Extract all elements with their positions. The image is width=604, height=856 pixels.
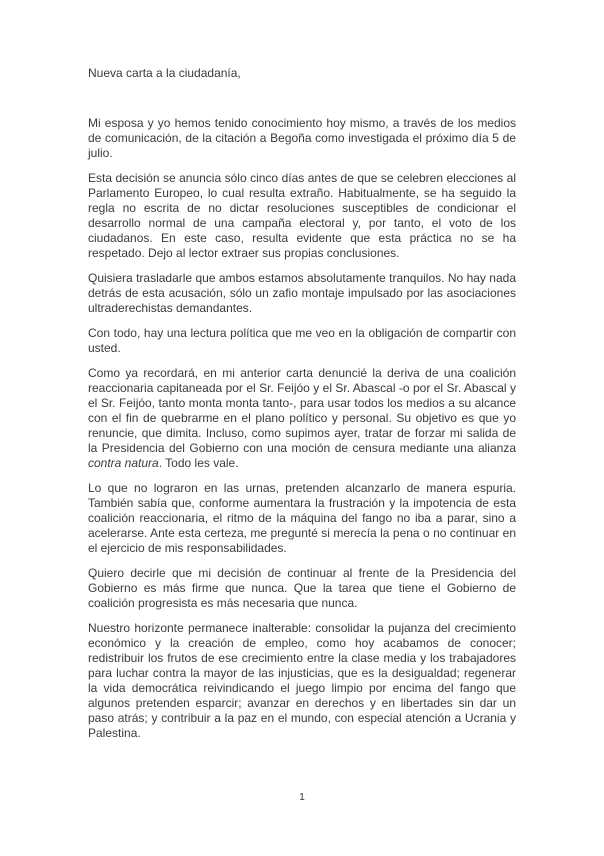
letter-paragraph-1: Mi esposa y yo hemos tenido conocimiento hoy mismo, a través de los medios de comunicación, de la citación a Begoña como investigada el próximo día 5 de julio. xyxy=(88,116,516,160)
paragraph-text-after-italic: . Todo les vale. xyxy=(158,456,239,470)
letter-paragraph-2: Esta decisión se anuncia sólo cinco días antes de que se celebren elecciones al Parlamento Europeo, lo cual resulta extraño. Habitualmente, se ha seguido la regla no escrita de no dictar resoluciones susceptibles de condicionar el desarrollo normal de una campaña electoral y, por tanto, el voto de los ciudadanos. En este caso, resulta evidente que esta práctica no se ha respetado. Dejo al lector extraer sus propias conclusiones. xyxy=(88,171,516,260)
page-number: 1 xyxy=(299,792,305,803)
paragraph-text-before-italic: Como ya recordará, en mi anterior carta denuncié la deriva de una coalición reaccionaria capitaneada por el Sr. Feijóo y el Sr. Abascal -o por el Sr. Abascal y el Sr. Feijóo, tanto monta monta tanto-, para usar todos los medios a su alcance con el fin de quebrarme en el plano político y personal. Su objetivo es que yo renuncie, que dimita. Incluso, como supimos ayer, tratar de forzar mi salida de la Presidencia del Gobierno con una moción de censura mediante una alianza xyxy=(88,366,516,455)
letter-paragraph-5 xyxy=(88,366,516,471)
letter-paragraph-6: Lo que no lograron en las urnas, pretenden alcanzarlo de manera espuria. También sabía que, conforme aumentara la frustración y la impotencia de esta coalición reaccionaria, el ritmo de la máquina del fango no iba a parar, sino a acelerarse. Ante esta certeza, me pregunté si merecía la pena o no continuar en el ejercicio de mis responsabilidades. xyxy=(88,481,516,555)
letter-paragraph-3: Quisiera trasladarle que ambos estamos absolutamente tranquilos. No hay nada detrás de esta acusación, sólo un zafio montaje impulsado por las asociaciones ultraderechistas demandantes. xyxy=(88,271,516,315)
italic-phrase-contra-natura: contra natura xyxy=(88,456,159,470)
letter-paragraph-4: Con todo, hay una lectura política que me veo en la obligación de compartir con usted. xyxy=(88,326,516,355)
letter-paragraph-8: Nuestro horizonte permanece inalterable: consolidar la pujanza del crecimiento económico y la creación de empleo, como hoy acabamos de conocer; redistribuir los frutos de ese crecimiento entre la clase media y los trabajadores para luchar contra la mayor de las injusticias, que es la desigualdad; regenerar la vida democrática reivindicando el juego limpio por encima del fango que algunos pretenden esparcir; avanzar en derechos y en libertades sin dar un paso atrás; y contribuir a la paz en el mundo, con especial atención a Ucrania y Palestina. xyxy=(88,621,516,740)
letter-title: Nueva carta a la ciudadanía, xyxy=(88,66,241,80)
letter-paragraph-7: Quiero decirle que mi decisión de continuar al frente de la Presidencia del Gobierno es más firme que nunca. Que la tarea que tiene el Gobierno de coalición progresista es más necesaria que nunca. xyxy=(88,566,516,610)
